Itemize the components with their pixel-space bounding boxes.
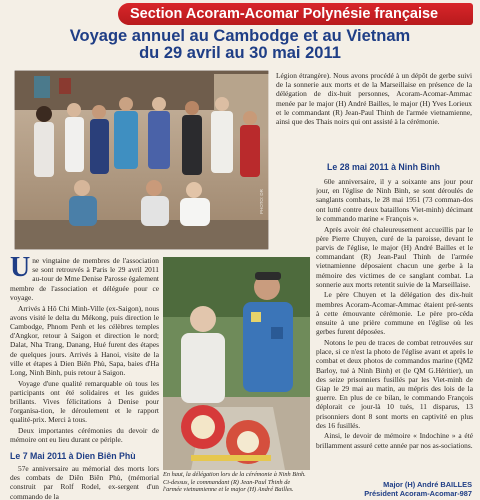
paragraph: Ainsi, le devoir de mémoire « Indochine » a été brillamment assuré cette année par nos as-sociations. (316, 431, 473, 450)
left-column-body (10, 256, 159, 446)
paragraph: Deux importantes cérémonies du devoir de mémoire ont eu lieu durant ce périple. (10, 426, 159, 445)
group-photo (14, 70, 269, 250)
paragraph: Arrivés à Hô Chi Minh-Ville (ex-Saigon), nous avons visité le delta du Mékong, puis direction le Cambodge, Phnom Penh et les célèbres temples d'Angkor, retour à Saigon et direction le nord; Dalat, Nha Trang, Danang, Hué furent des étapes de quelques jours. Arrivés à Hanoi, visite de la ville et étapes à Dien Biên Phù, Sapa, baies d'Ha Long, Ninh Binh, puis retour à Saigon. (10, 303, 159, 377)
paragraph: Notons le peu de traces de combat retrouvées sur place, si ce n'est la photo de l'église avant et après le combat et deux photos de commandos marine (QM2 Barloy, tué à Ninh Binh) et (le QM G.Héritier), un des seize prisonniers fusillés par les Viet-minh de Giap le 29 mai au matin, au mépris des lois de la guerre. En plus de ce bilan, le commando François déplorait ce jour-là 10 tués, 11 disparus, 13 prisonniers dont 8 sont morts en captivité en plus des 16 fusillés. (316, 337, 473, 430)
signature (364, 480, 472, 498)
section-banner: Section Acoram-Acomar Polynésie française (118, 3, 473, 25)
paragraph-text: ne vingtaine de membres de l'association se sont retrouvés à Paris le 29 avril 2011 au-tour de Mme Denise Parosse également membre de l'association et déléguée pour ce voyage. (10, 256, 159, 302)
paragraph: Le père Chuyen et la délégation des dix-huit membres Acoram-Acomar-Ammac étaient pré-sents à cette émouvante cérémonie. Le père pro-céda ensuite à une prière commune en l'église où les gerbes furent déposées. (316, 290, 473, 337)
signature-role: Président Acoram-Acomar-987 (364, 489, 472, 498)
article-title (20, 28, 460, 62)
left-column-footer (10, 464, 159, 500)
paragraph (10, 256, 159, 302)
subheading-dien-bien-phu: Le 7 Mai 2011 à Dien Biên Phù (10, 451, 136, 461)
memorial-photo (163, 257, 310, 470)
paragraph: Voyage d'une qualité remarquable où tous les participants ont été solidaires et les guides brillants. Vives félicitations à Denise pour l'organisa-tion, le déroulement et le rapport qualité-prix. Merci à tous. (10, 378, 159, 425)
right-column-intro (276, 71, 472, 159)
paragraph: 60e anniversaire, il y a soixante ans jour pour jour, en l'église de Ninh Binh, se sont déroulés de sanglants combats, le 28 mai 1951 (73 comman-dos ont lutté contre deux bataillons Viet-minh) décimant le commando marine « François ». (316, 177, 473, 223)
photo-caption: En haut, la délégation lors de la cérémonie à Ninh Binh. Ci-dessus, le commandant (R) Jean-Paul Thinh de l'armée vietnamienne et le major (H) André Bailles. (163, 471, 306, 494)
right-column-body (316, 177, 473, 467)
paragraph: Après avoir été chaleureusement accueillis par le père Pierre Chuyen, curé de la paroisse, devant le parvis de l'église, le major (H) André Bailles et le commandant (R) Jean-Paul Thinh de l'armée vietnamienne déposaient chacun une gerbe à la mémoire des victimes de ce sanglant combat. La sonnerie aux morts retentit suivie de la Marseillaise. (316, 224, 473, 289)
title-line-1: Voyage annuel au Cambodge et au Vietnam (69, 27, 411, 45)
paragraph: Légion étrangère). Nous avons procédé à un dépôt de gerbe suivi de la sonnerie aux morts et de la Marseillaise en présence de la délégation de dix-huit personnes, Acoram-Acomar-Ammac menée par le major (H) André Bailles, le major (H) Yves Lorieux et le commandant (R) Jean-Paul Thinh de l'armée vietnamienne, ainsi que des Thais noirs qui ont assisté à la cérémonie. (276, 71, 472, 127)
signature-name: Major (H) André BAILLES (383, 480, 472, 489)
dropcap: U (10, 256, 31, 283)
photo-credit: PHOTO: DR (259, 189, 264, 214)
title-line-2: du 29 avril au 30 mai 2011 (139, 44, 341, 62)
subheading-ninh-binh: Le 28 mai 2011 à Ninh Binh (327, 162, 440, 172)
paragraph: 57e anniversaire au mémorial des morts lors des combats de Diên Biên Phù, (mémorial construit par Rolf Rodel, ex-sergent d'un commando de la (10, 464, 159, 500)
